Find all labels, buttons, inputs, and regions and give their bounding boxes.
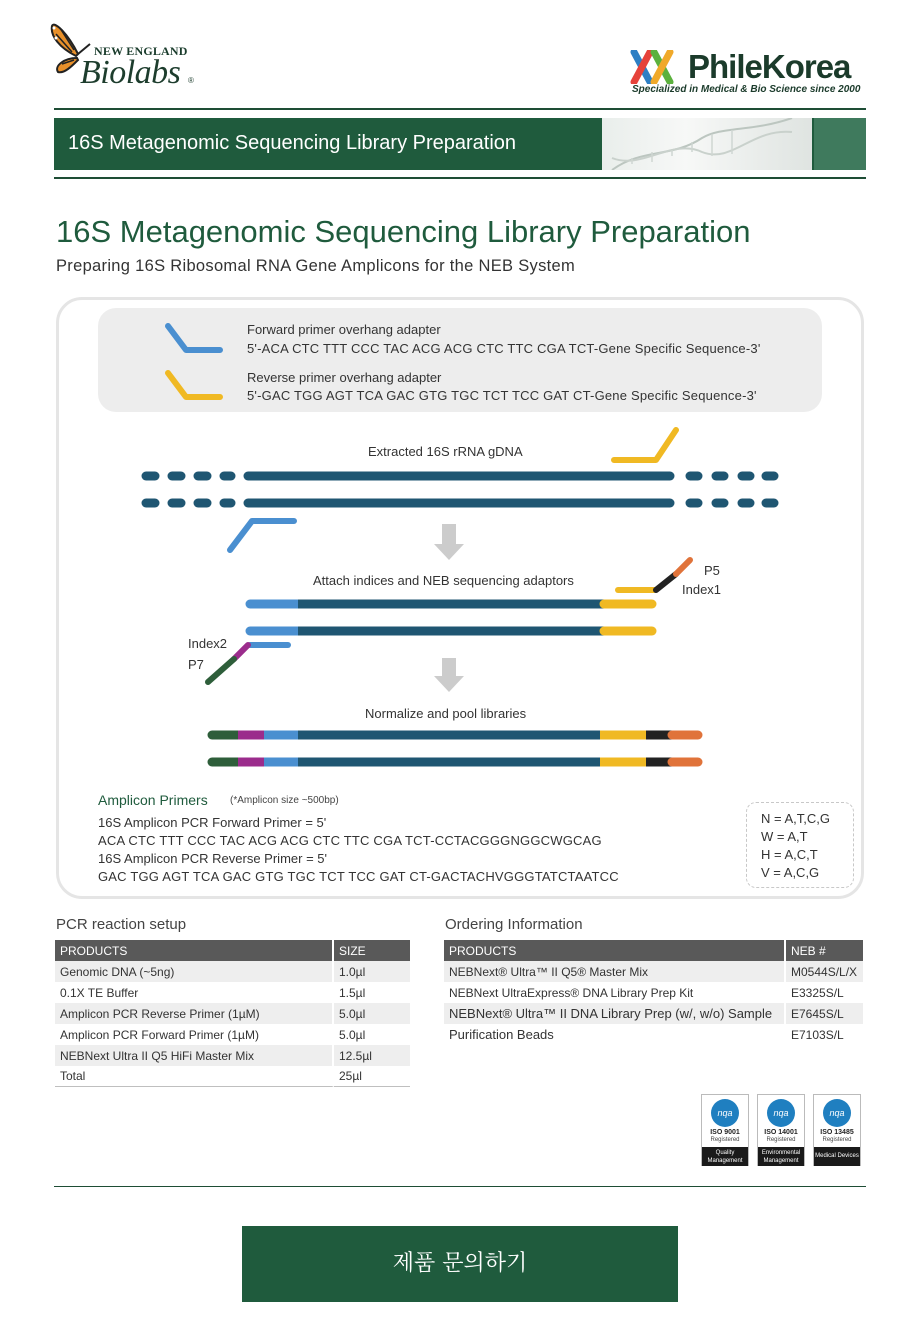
reverse-primer-icon (168, 373, 220, 397)
cert-label-line: Management (707, 1158, 743, 1164)
neb-logo-line2: Biolabs (80, 54, 181, 91)
table-row (55, 1003, 410, 1024)
index2-label: Index2 (188, 636, 228, 651)
iupac-legend-item: V = A,C,G (761, 865, 820, 880)
product-inquiry-button[interactable]: 제품 문의하기 (242, 1226, 678, 1302)
reverse-primer-sequence: 5'-GAC TGG AGT TCA GAC GTG TGC TCT TCC GAT CT-Gene Specific Sequence-3' (247, 388, 757, 403)
p5-adaptor-orange (676, 560, 690, 574)
cert-code: ISO 9001 (710, 1129, 740, 1136)
pcr-setup-table (55, 940, 410, 1087)
p7-label: P7 (188, 657, 204, 672)
step-extracted-gdna: Extracted 16S rRNA gDNA (368, 444, 523, 459)
table-row (444, 961, 863, 982)
iupac-legend-item: W = A,T (761, 829, 808, 844)
catalog-cell: E7645S/L (786, 1003, 863, 1024)
product-cell: Amplicon PCR Forward Primer (1µM) (55, 1024, 334, 1045)
cert-label-line: Medical Devices (815, 1153, 859, 1159)
ordering-info-title: Ordering Information (445, 916, 583, 933)
table-row (55, 1024, 410, 1045)
product-cell: Purification Beads (444, 1024, 786, 1045)
p5-adaptor-black (656, 574, 676, 590)
p7-adaptor-green (208, 659, 234, 682)
size-cell: 25µl (334, 1066, 410, 1087)
amplicon-forward-label: 16S Amplicon PCR Forward Primer = 5' (98, 815, 327, 830)
table-row (444, 1003, 863, 1024)
table-row (55, 961, 410, 982)
forward-primer-sequence: 5'-ACA CTC TTT CCC TAC ACG ACG CTC TTC CGA TCT-Gene Specific Sequence-3' (247, 341, 761, 356)
table-row (55, 1066, 410, 1087)
forward-primer-icon (168, 326, 220, 350)
cert-label-line: Environmental (761, 1150, 801, 1156)
product-cell: NEBNext® Ultra™ II DNA Library Prep (w/, w/o) Sample (444, 1003, 786, 1024)
amplicon-reverse-label: 16S Amplicon PCR Reverse Primer = 5' (98, 851, 327, 866)
size-cell: 1.5µl (339, 985, 366, 1000)
size-cell: 1.0µl (334, 961, 410, 982)
cert-code: ISO 13485 (820, 1129, 854, 1136)
amplicon-reverse-sequence: GAC TGG AGT TCA GAC GTG TGC TCT TCC GAT CT-GACTACHVGGGTATCTAATCC (98, 869, 619, 884)
amplicon-forward-sequence: ACA CTC TTT CCC TAC ACG ACG CTC TTC CGA TCT-CCTACGGGNGGCWGCAG (98, 833, 602, 848)
cert-label (758, 1147, 804, 1166)
step-attach-indices: Attach indices and NEB sequencing adaptors (313, 573, 574, 588)
table-header-row (55, 940, 410, 961)
product-cell: NEBNext Ultra II Q5 HiFi Master Mix (55, 1045, 334, 1066)
cert-registered: Registered (710, 1137, 740, 1143)
neb-logo-line1: NEW ENGLAND (94, 44, 188, 58)
catalog-cell: E7103S/L (791, 1027, 844, 1042)
p5-label: P5 (704, 563, 720, 578)
iso-13485-badge (813, 1094, 861, 1166)
size-cell: 5.0µl (334, 1003, 410, 1024)
nqa-logo-icon: nqa (823, 1099, 851, 1127)
nqa-logo-icon: nqa (711, 1099, 739, 1127)
iso-14001-badge (757, 1094, 805, 1166)
cert-registered: Registered (822, 1137, 852, 1143)
nqa-logo-icon: nqa (767, 1099, 795, 1127)
pcr-setup-title: PCR reaction setup (56, 916, 187, 933)
column-header: PRODUCTS (55, 940, 334, 961)
reverse-primer-binding (614, 430, 676, 460)
page-subtitle: Preparing 16S Ribosomal RNA Gene Amplicons for the NEB System (56, 257, 576, 275)
philekorea-tagline: Specialized in Medical & Bio Science since 2000 (632, 84, 861, 95)
iso-9001-badge (701, 1094, 749, 1166)
cert-label (814, 1147, 860, 1166)
product-cell: NEBNext UltraExpress® DNA Library Prep Kit (444, 982, 786, 1003)
cert-label-line: Management (763, 1158, 799, 1164)
product-cell: Amplicon PCR Reverse Primer (1µM) (55, 1003, 334, 1024)
neb-logo-reg: ® (188, 76, 194, 85)
forward-primer-binding (230, 521, 294, 550)
amplicon-size-note: (*Amplicon size ~500bp) (230, 795, 339, 806)
reverse-primer-label: Reverse primer overhang adapter (247, 370, 442, 385)
amplicon-primers-title: Amplicon Primers (98, 792, 208, 808)
product-cell: Genomic DNA (~5ng) (55, 961, 334, 982)
table-row (55, 1045, 410, 1066)
page-title: 16S Metagenomic Sequencing Library Preparation (56, 214, 751, 249)
table-header-row (444, 940, 863, 961)
down-arrow-icon (434, 524, 464, 560)
ordering-table (444, 940, 863, 1045)
cert-registered: Registered (766, 1137, 796, 1143)
iupac-legend-item: H = A,C,T (761, 847, 818, 862)
catalog-cell: M0544S/L/X (786, 961, 863, 982)
philekorea-name: PhileKorea (688, 48, 851, 85)
footer-rule (54, 1186, 866, 1187)
column-header: NEB # (786, 940, 863, 961)
iupac-legend-item: N = A,T,C,G (761, 811, 830, 826)
index1-label: Index1 (682, 582, 722, 597)
down-arrow-icon (434, 658, 464, 692)
product-cell: NEBNext® Ultra™ II Q5® Master Mix (444, 961, 786, 982)
table-row (444, 1024, 863, 1045)
column-header: SIZE (334, 940, 410, 961)
step-normalize-pool: Normalize and pool libraries (365, 706, 527, 721)
cert-label (702, 1147, 748, 1166)
forward-primer-label: Forward primer overhang adapter (247, 322, 441, 337)
cert-label-line: Quality (715, 1150, 735, 1156)
table-row (444, 982, 863, 1003)
size-cell: 12.5µl (334, 1045, 410, 1066)
banner-title: 16S Metagenomic Sequencing Library Preparation (68, 132, 517, 154)
product-cell: Total (55, 1066, 334, 1087)
size-cell: 5.0µl (339, 1027, 366, 1042)
table-row (55, 982, 410, 1003)
catalog-cell: E3325S/L (791, 985, 844, 1000)
column-header: PRODUCTS (444, 940, 786, 961)
cert-code: ISO 14001 (764, 1129, 798, 1136)
product-cell: 0.1X TE Buffer (55, 982, 334, 1003)
